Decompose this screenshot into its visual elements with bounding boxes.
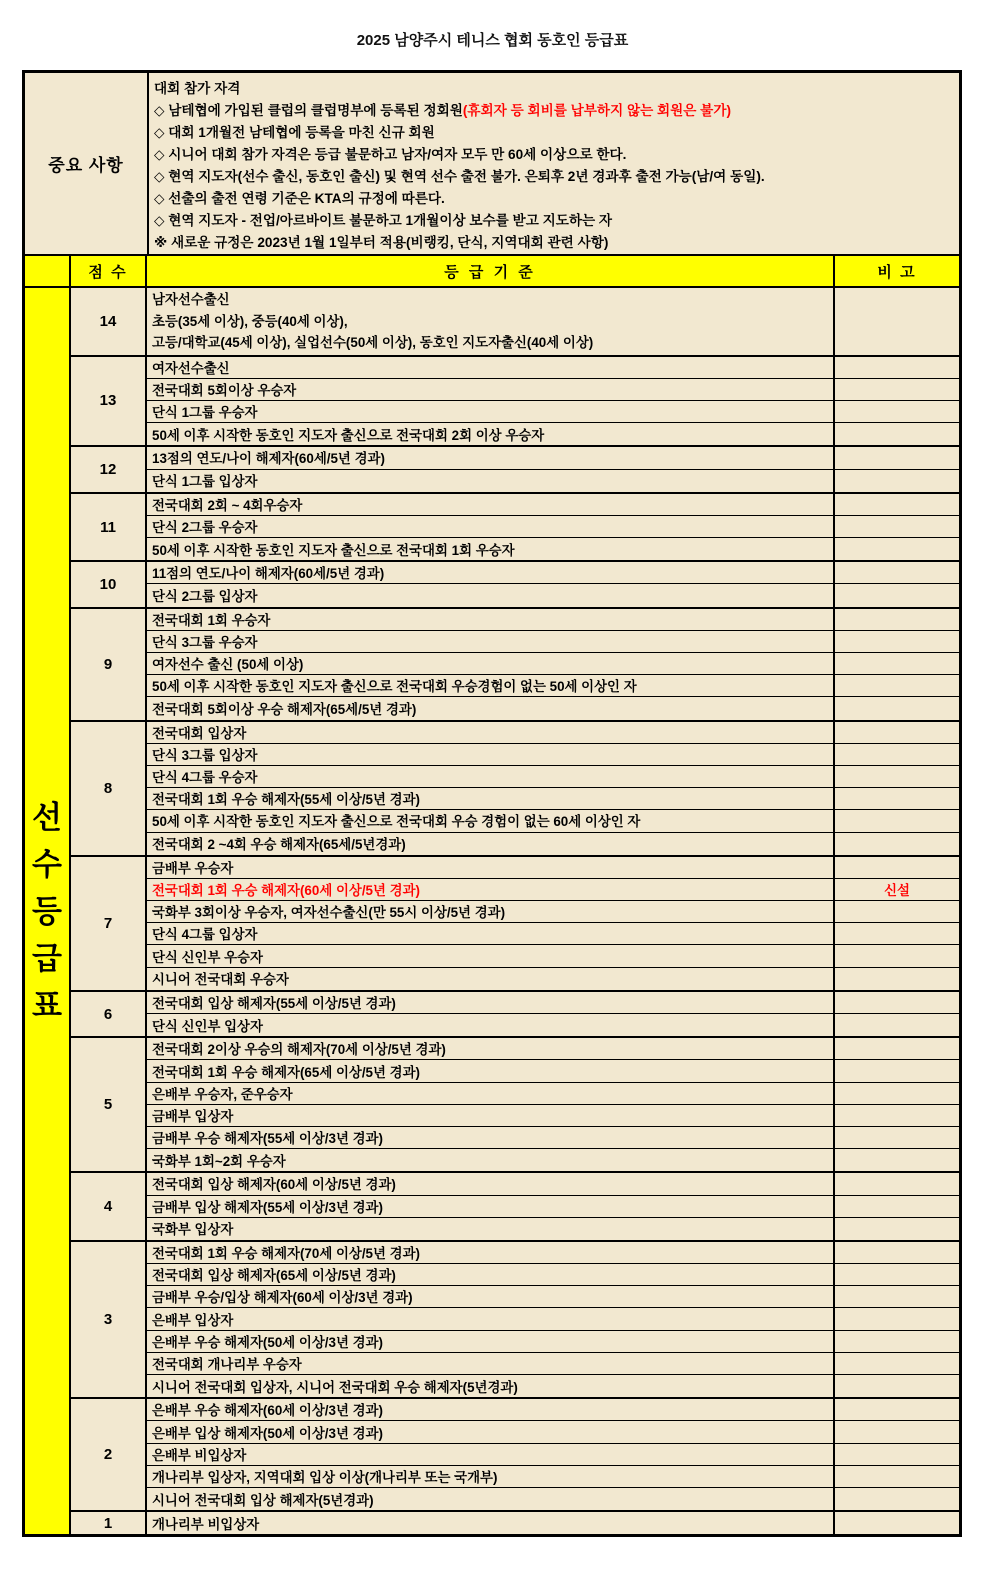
header-criteria: 등 급 기 준	[147, 256, 835, 286]
criteria-cell: 단식 3그룹 우승자	[147, 631, 835, 652]
criteria-cell: 전국대회 5회이상 우승자	[147, 379, 835, 400]
criteria-row	[147, 562, 959, 584]
criteria-row	[147, 1399, 959, 1421]
remark-cell	[835, 1264, 959, 1285]
notice-line	[154, 122, 955, 144]
grade-group-9	[71, 609, 959, 722]
remark-cell	[835, 1149, 959, 1171]
criteria-cell: 금배부 입상 해제자(55세 이상/3년 경과)	[147, 1196, 835, 1217]
criteria-rows	[147, 722, 959, 855]
criteria-cell: 전국대회 1회 우승자	[147, 609, 835, 630]
table-header	[25, 256, 959, 288]
criteria-cell: 전국대회 입상 해제자(60세 이상/5년 경과)	[147, 1173, 835, 1194]
criteria-rows	[147, 857, 959, 990]
remark-cell	[835, 1488, 959, 1510]
remark-cell	[835, 1038, 959, 1059]
criteria-cell: 개나리부 비입상자	[147, 1512, 835, 1534]
criteria-row	[147, 1242, 959, 1264]
score-cell: 11	[71, 494, 147, 561]
criteria-rows	[147, 1038, 959, 1171]
criteria-cell: 50세 이후 시작한 동호인 지도자 출신으로 전국대회 우승경험이 없는 50세 이상인 자	[147, 675, 835, 696]
criteria-row	[147, 857, 959, 879]
side-label-char: 급	[32, 940, 62, 976]
remark-cell	[835, 562, 959, 583]
criteria-cell: 시니어 전국대회 우승자	[147, 968, 835, 990]
remark-cell	[835, 1375, 959, 1397]
criteria-cell: 여자선수출신	[147, 357, 835, 378]
score-cell: 10	[71, 562, 147, 606]
remark-cell: 신설	[884, 883, 910, 898]
criteria-rows	[147, 1399, 959, 1510]
criteria-row	[147, 357, 959, 379]
remark-cell	[835, 288, 959, 355]
criteria-cell: 국화부 1회~2회 우승자	[147, 1149, 835, 1171]
criteria-rows	[147, 1242, 959, 1397]
notice-line	[154, 232, 955, 254]
criteria-row	[147, 1105, 959, 1127]
remark-cell	[835, 1353, 959, 1374]
side-vertical-label	[25, 288, 71, 1534]
criteria-cell: 단식 신인부 우승자	[147, 945, 835, 966]
score-cell: 1	[71, 1512, 147, 1534]
remark-cell	[835, 379, 959, 400]
criteria-row	[147, 494, 959, 516]
remark-cell	[835, 1218, 959, 1240]
criteria-cell: 전국대회 개나리부 우승자	[147, 1353, 835, 1374]
criteria-row	[147, 1331, 959, 1353]
criteria-cell: 국화부 입상자	[147, 1218, 835, 1240]
score-cell: 14	[71, 288, 147, 355]
remark-cell	[835, 1173, 959, 1194]
notice-line	[154, 188, 955, 210]
criteria-row	[147, 968, 959, 990]
criteria-row	[147, 447, 959, 469]
remark-cell	[835, 1083, 959, 1104]
grade-group-4	[71, 1173, 959, 1242]
criteria-cell: 전국대회 입상 해제자(55세 이상/5년 경과)	[147, 992, 835, 1013]
remark-cell	[835, 538, 959, 560]
remark-cell	[835, 1196, 959, 1217]
remark-cell	[835, 447, 959, 468]
criteria-row	[147, 879, 959, 901]
grade-group-7	[71, 857, 959, 992]
score-cell: 8	[71, 722, 147, 855]
notice-line	[154, 78, 955, 100]
criteria-row	[147, 288, 959, 355]
notice-text: ◇ 시니어 대회 참가 자격은 등급 불문하고 남자/여자 모두 만 60세 이상으로 한다.	[154, 147, 627, 162]
remark-cell	[835, 1286, 959, 1307]
criteria-cell: 시니어 전국대회 입상 해제자(5년경과)	[147, 1488, 835, 1510]
notice-line	[154, 144, 955, 166]
table-body	[25, 288, 959, 1534]
criteria-cell: 단식 신인부 입상자	[147, 1014, 835, 1036]
remark-cell	[835, 470, 959, 492]
criteria-cell: 개나리부 입상자, 지역대회 입상 이상(개나리부 또는 국개부)	[147, 1466, 835, 1487]
page-title: 2025 남양주시 테니스 협회 동호인 등급표	[356, 32, 629, 49]
criteria-cell	[147, 288, 835, 355]
criteria-cell: 전국대회 2이상 우승의 해제자(70세 이상/5년 경과)	[147, 1038, 835, 1059]
remark-cell	[835, 584, 959, 606]
criteria-row	[147, 833, 959, 855]
criteria-row	[147, 1512, 959, 1534]
remark-cell	[835, 788, 959, 809]
criteria-cell: 여자선수 출신 (50세 이상)	[147, 653, 835, 674]
remark-cell	[835, 1014, 959, 1036]
criteria-row	[147, 810, 959, 832]
grade-group-6	[71, 992, 959, 1038]
criteria-row	[147, 675, 959, 697]
grade-group-1	[71, 1512, 959, 1534]
header-remark: 비 고	[877, 263, 917, 281]
notice-text: ◇ 남테협에 가입된 클럽의 클럽명부에 등록된 정회원	[154, 103, 463, 118]
score-cell: 9	[71, 609, 147, 720]
criteria-rows	[147, 447, 959, 491]
notice-content	[149, 73, 959, 254]
criteria-row	[147, 1421, 959, 1443]
side-label-char: 수	[32, 846, 62, 882]
criteria-row	[147, 1488, 959, 1510]
criteria-row	[147, 1173, 959, 1195]
criteria-rows	[147, 1173, 959, 1240]
criteria-cell: 국화부 3회이상 우승자, 여자선수출신(만 55시 이상/5년 경과)	[147, 901, 835, 922]
criteria-cell: 전국대회 1회 우승 해제자(60세 이상/5년 경과)	[147, 879, 835, 900]
remark-cell	[835, 609, 959, 630]
notice-line	[154, 100, 955, 122]
criteria-row	[147, 401, 959, 423]
criteria-cell: 은배부 우승 해제자(50세 이상/3년 경과)	[147, 1331, 835, 1352]
criteria-cell: 은배부 비입상자	[147, 1444, 835, 1465]
remark-cell	[835, 722, 959, 743]
score-cell: 3	[71, 1242, 147, 1397]
score-cell: 6	[71, 992, 147, 1036]
criteria-cell: 전국대회 2 ~4회 우승 해제자(65세/5년경과)	[147, 833, 835, 855]
notice-line	[154, 166, 955, 188]
criteria-row	[147, 1286, 959, 1308]
grade-group-10	[71, 562, 959, 608]
remark-cell	[835, 992, 959, 1013]
criteria-row	[147, 766, 959, 788]
criteria-cell: 단식 1그룹 입상자	[147, 470, 835, 492]
criteria-row	[147, 1353, 959, 1375]
header-strip-spacer	[25, 256, 71, 286]
criteria-cell: 시니어 전국대회 입상자, 시니어 전국대회 우승 해제자(5년경과)	[147, 1375, 835, 1397]
grade-group-13	[71, 357, 959, 448]
criteria-row	[147, 1466, 959, 1488]
remark-cell	[835, 631, 959, 652]
criteria-rows	[147, 288, 959, 355]
notice-text: ◇ 현역 지도자 - 전업/아르바이트 불문하고 1개월이상 보수를 받고 지도하는 자	[154, 213, 613, 228]
criteria-row	[147, 1014, 959, 1036]
criteria-row	[147, 744, 959, 766]
grade-group-12	[71, 447, 959, 493]
remark-cell	[835, 1105, 959, 1126]
score-cell: 13	[71, 357, 147, 446]
criteria-rows	[147, 357, 959, 446]
notice-text: ◇ 현역 지도자(선수 출신, 동호인 출신) 및 현역 선수 출전 불가. 은퇴후 2년 경과후 출전 가능(남/여 동일).	[154, 169, 765, 184]
criteria-cell: 금배부 우승/입상 해제자(60세 이상/3년 경과)	[147, 1286, 835, 1307]
grade-group-14	[71, 288, 959, 357]
criteria-cell: 전국대회 5회이상 우승 해제자(65세/5년 경과)	[147, 697, 835, 719]
criteria-row	[147, 1264, 959, 1286]
criteria-rows	[147, 494, 959, 561]
grade-group-2	[71, 1399, 959, 1512]
criteria-cell: 금배부 입상자	[147, 1105, 835, 1126]
criteria-row	[147, 1038, 959, 1060]
score-cell: 7	[71, 857, 147, 990]
criteria-cell: 전국대회 1회 우승 해제자(55세 이상/5년 경과)	[147, 788, 835, 809]
score-cell: 2	[71, 1399, 147, 1510]
remark-cell	[835, 494, 959, 515]
score-cell: 5	[71, 1038, 147, 1171]
criteria-cell: 단식 4그룹 우승자	[147, 766, 835, 787]
notice-label: 중요 사항	[25, 73, 149, 254]
criteria-cell: 전국대회 입상 해제자(65세 이상/5년 경과)	[147, 1264, 835, 1285]
criteria-line: 고등/대학교(45세 이상), 실업선수(50세 이상), 동호인 지도자출신(40세 이상)	[152, 335, 594, 350]
notice-text-red: (휴회자 등 회비를 납부하지 않는 회원은 불가)	[462, 103, 731, 118]
remark-cell	[835, 423, 959, 445]
remark-cell	[835, 653, 959, 674]
criteria-row	[147, 631, 959, 653]
criteria-cell: 은배부 입상 해제자(50세 이상/3년 경과)	[147, 1421, 835, 1442]
remark-cell	[835, 945, 959, 966]
criteria-row	[147, 470, 959, 492]
criteria-cell: 전국대회 입상자	[147, 722, 835, 743]
remark-cell	[835, 857, 959, 878]
criteria-row	[147, 1127, 959, 1149]
remark-cell	[835, 901, 959, 922]
criteria-row	[147, 788, 959, 810]
criteria-row	[147, 516, 959, 538]
grade-group-5	[71, 1038, 959, 1173]
remark-cell	[835, 810, 959, 831]
criteria-row	[147, 1196, 959, 1218]
criteria-row	[147, 1444, 959, 1466]
header-score: 점 수	[71, 256, 147, 286]
grade-table	[22, 70, 962, 1537]
remark-cell	[835, 833, 959, 855]
grade-group-8	[71, 722, 959, 857]
remark-cell	[835, 1512, 959, 1534]
grade-group-3	[71, 1242, 959, 1399]
criteria-cell: 단식 3그룹 입상자	[147, 744, 835, 765]
criteria-cell: 단식 2그룹 입상자	[147, 584, 835, 606]
remark-cell	[835, 1421, 959, 1442]
criteria-rows	[147, 562, 959, 606]
remark-cell	[835, 401, 959, 422]
criteria-row	[147, 697, 959, 719]
remark-cell	[835, 968, 959, 990]
remark-cell	[835, 923, 959, 944]
criteria-cell: 단식 2그룹 우승자	[147, 516, 835, 537]
criteria-row	[147, 901, 959, 923]
notice-text: ◇ 선출의 출전 연령 기준은 KTA의 규정에 따른다.	[154, 191, 445, 206]
notice-section	[25, 73, 959, 256]
remark-cell	[835, 1399, 959, 1420]
side-label-char: 등	[32, 893, 62, 929]
grade-groups	[71, 288, 959, 1534]
remark-cell	[835, 357, 959, 378]
grade-group-11	[71, 494, 959, 563]
notice-line	[154, 210, 955, 232]
criteria-cell: 은배부 우승 해제자(60세 이상/3년 경과)	[147, 1399, 835, 1420]
criteria-row	[147, 1218, 959, 1240]
notice-text: ※ 새로운 규정은 2023년 1월 1일부터 적용(비랭킹, 단식, 지역대회 관련 사항)	[154, 235, 609, 250]
criteria-rows	[147, 1512, 959, 1534]
criteria-cell: 은배부 입상자	[147, 1308, 835, 1329]
criteria-row	[147, 609, 959, 631]
criteria-cell: 단식 4그룹 입상자	[147, 923, 835, 944]
criteria-cell: 단식 1그룹 우승자	[147, 401, 835, 422]
remark-cell	[835, 697, 959, 719]
criteria-cell: 은배부 우승자, 준우승자	[147, 1083, 835, 1104]
score-cell: 4	[71, 1173, 147, 1240]
remark-cell	[835, 516, 959, 537]
remark-cell	[835, 1127, 959, 1148]
criteria-row	[147, 1149, 959, 1171]
side-label-char: 표	[32, 987, 62, 1023]
remark-cell	[835, 1444, 959, 1465]
notice-text: ◇ 대회 1개월전 남테협에 등록을 마친 신규 회원	[154, 125, 435, 140]
criteria-rows	[147, 992, 959, 1036]
remark-cell	[835, 766, 959, 787]
remark-cell	[835, 1331, 959, 1352]
criteria-row	[147, 923, 959, 945]
criteria-row	[147, 945, 959, 967]
criteria-cell: 50세 이후 시작한 동호인 지도자 출신으로 전국대회 우승 경험이 없는 60세 이상인 자	[147, 810, 835, 831]
criteria-row	[147, 1083, 959, 1105]
criteria-row	[147, 1060, 959, 1082]
criteria-row	[147, 1308, 959, 1330]
criteria-row	[147, 722, 959, 744]
criteria-cell: 50세 이후 시작한 동호인 지도자 출신으로 전국대회 2회 이상 우승자	[147, 423, 835, 445]
criteria-row	[147, 584, 959, 606]
criteria-cell: 11점의 연도/나이 해제자(60세/5년 경과)	[147, 562, 835, 583]
criteria-cell: 금배부 우승자	[147, 857, 835, 878]
score-cell: 12	[71, 447, 147, 491]
remark-cell	[835, 744, 959, 765]
criteria-rows	[147, 609, 959, 720]
criteria-row	[147, 379, 959, 401]
criteria-cell: 전국대회 1회 우승 해제자(70세 이상/5년 경과)	[147, 1242, 835, 1263]
side-label-char: 선	[32, 799, 62, 835]
remark-cell	[835, 675, 959, 696]
remark-cell	[835, 1466, 959, 1487]
criteria-row	[147, 538, 959, 560]
criteria-cell: 50세 이후 시작한 동호인 지도자 출신으로 전국대회 1회 우승자	[147, 538, 835, 560]
remark-cell	[835, 1060, 959, 1081]
criteria-row	[147, 423, 959, 445]
remark-cell	[835, 1308, 959, 1329]
notice-text: 대회 참가 자격	[154, 81, 241, 96]
criteria-cell: 전국대회 2회 ~ 4회우승자	[147, 494, 835, 515]
criteria-row	[147, 1375, 959, 1397]
criteria-cell: 전국대회 1회 우승 해제자(65세 이상/5년 경과)	[147, 1060, 835, 1081]
criteria-row	[147, 653, 959, 675]
criteria-line: 초등(35세 이상), 중등(40세 이상),	[152, 313, 348, 329]
criteria-line: 남자선수출신	[152, 292, 230, 307]
criteria-cell: 금배부 우승 해제자(55세 이상/3년 경과)	[147, 1127, 835, 1148]
remark-cell	[835, 1242, 959, 1263]
criteria-row	[147, 992, 959, 1014]
criteria-cell: 13점의 연도/나이 해제자(60세/5년 경과)	[147, 447, 835, 468]
